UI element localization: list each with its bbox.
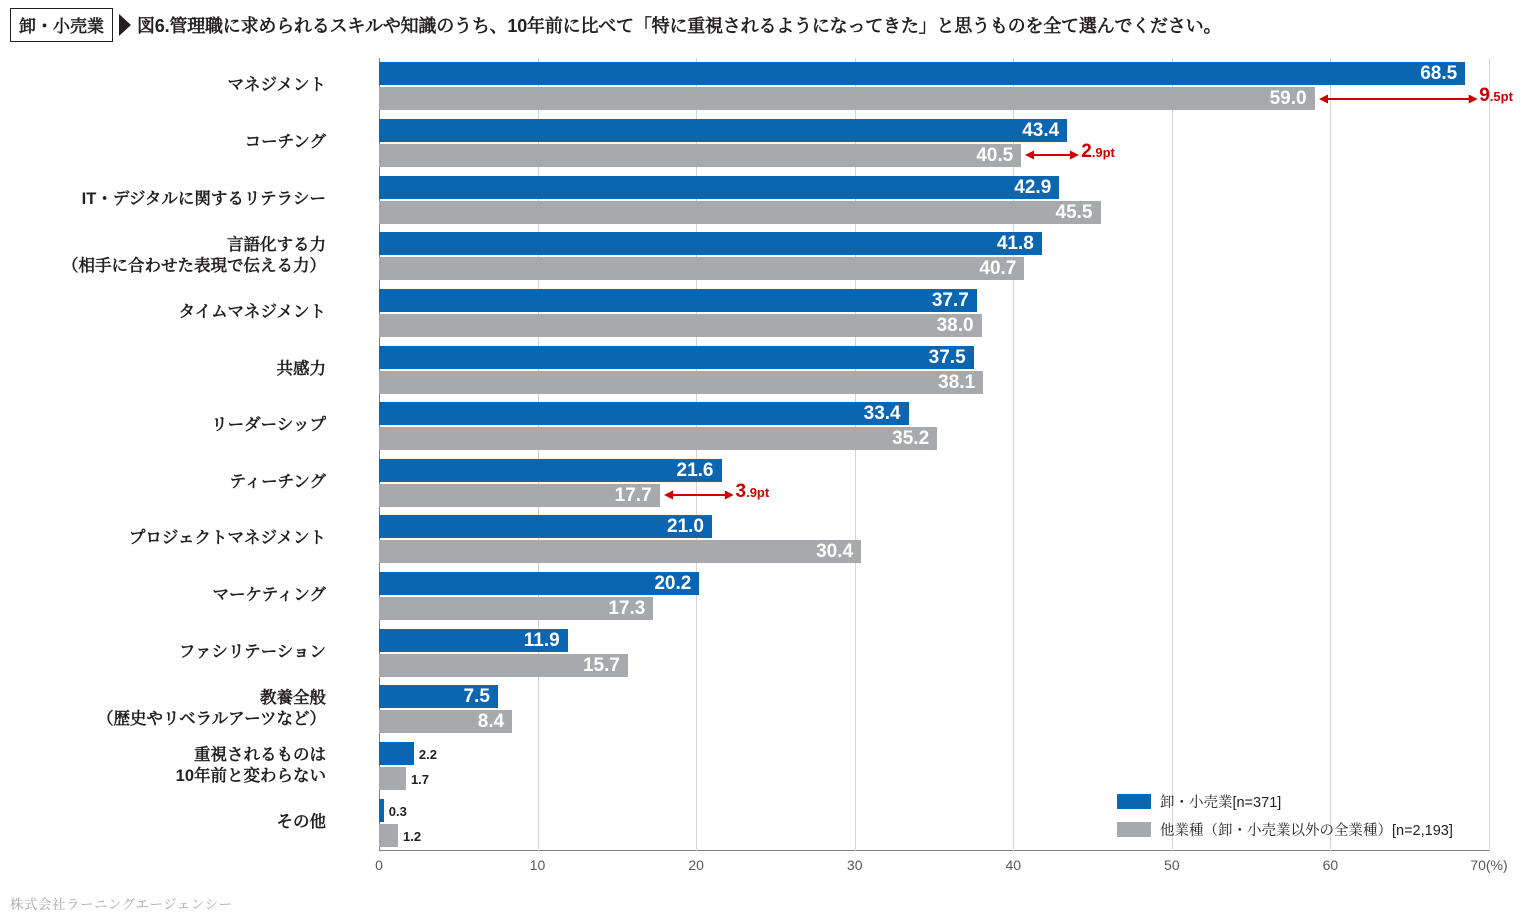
bar-series-1 [379,232,1042,255]
bar-series-2 [379,371,983,394]
bar-chart [0,50,1532,890]
bar-series-2 [379,87,1315,110]
bar-series-2 [379,314,982,337]
source-credit: 株式会社ラーニングエージェンシー [10,897,233,912]
industry-tag: 卸・小売業 [10,8,113,42]
bar-value-label: 1.2 [403,828,422,844]
bar-series-1 [379,459,722,482]
category-label: IT・デジタルに関するリテラシー [81,189,326,208]
category-label: その他 [276,812,326,831]
bar-value-label: 40.7 [979,258,1017,280]
category-label: 言語化する力 （相手に合わせた表現で伝える力） [62,236,326,275]
bar-value-label: 2.2 [418,747,437,763]
category-label: コーチング [244,132,326,151]
bar-value-label: 68.5 [1420,63,1458,85]
chart-row [175,738,1489,795]
chart-row [178,285,1489,342]
bar-series-1 [379,346,974,369]
bar-value-label: 21.0 [667,516,704,538]
bar-value-label: 35.2 [892,428,930,450]
chart-header [0,8,1532,42]
category-label: 教養全般 （歴史やリベラルアーツなど） [96,689,326,728]
chart-row [128,511,1489,568]
bar-value-label: 37.5 [928,346,966,368]
bar-series-1 [379,515,712,538]
difference-arrow-icon [664,488,734,502]
difference-label: 3.9pt [735,481,770,503]
bar-value-label: 45.5 [1055,201,1093,223]
bar-value-label: 20.2 [654,573,692,595]
x-axis-tick-label: 40 [1005,857,1022,873]
category-label: ティーチング [229,472,326,491]
legend-item [1117,791,1453,812]
bar-value-label: 42.9 [1014,176,1052,198]
bar-value-label: 7.5 [463,686,490,708]
chart-row [212,568,1489,625]
chart-row [244,115,1489,172]
category-label: ファシリテーション [178,642,326,661]
chart-row [276,341,1489,398]
bar-value-label: 21.6 [676,459,714,481]
bar-series-1 [379,799,384,822]
category-label: 重視されるものは 10年前と変わらない [175,746,326,785]
category-label: 共感力 [276,359,326,378]
chart-row [229,455,1489,512]
bar-series-2 [379,427,937,450]
x-axis-tick-label: 50 [1164,857,1180,873]
bar-series-1 [379,119,1067,142]
chart-row [96,681,1489,738]
x-axis-tick-label: 60 [1322,857,1339,873]
bar-value-label: 30.4 [816,541,854,563]
bar-value-label: 8.4 [477,711,505,733]
chart-row [178,624,1489,681]
bar-series-1 [379,289,977,312]
chart-legend [1117,791,1453,847]
arrow-icon [119,14,131,36]
bar-series-2 [379,767,406,790]
legend-label: 他業種（卸・小売業以外の全業種）[n=2,193] [1160,823,1453,839]
bar-value-label: 40.5 [976,144,1014,166]
bar-value-label: 41.8 [996,233,1034,255]
bar-series-1 [379,742,414,765]
difference-arrow-icon [1319,92,1478,106]
bar-value-label: 43.4 [1022,119,1060,141]
bar-series-1 [379,572,699,595]
legend-swatch [1117,822,1151,837]
difference-arrow-icon [1025,148,1079,162]
bar-series-2 [379,257,1024,280]
bar-value-label: 38.0 [936,314,974,336]
bar-value-label: 37.7 [931,289,969,311]
bar-value-label: 17.3 [608,598,646,620]
category-label: マネジメント [227,76,326,95]
bar-series-2 [379,144,1021,167]
bar-value-label: 38.1 [938,371,976,393]
gridline [1489,58,1490,851]
x-axis-tick-label: 0 [375,857,383,873]
bar-value-label: 15.7 [582,654,620,676]
legend-swatch [1117,794,1151,809]
x-axis-tick-label: 10 [529,857,546,873]
bar-value-label: 0.3 [388,803,407,819]
chart-row [227,58,1489,115]
bar-series-1 [379,176,1059,199]
chart-row [211,398,1489,455]
bar-series-2 [379,201,1101,224]
category-label: プロジェクトマネジメント [128,529,326,548]
chart-row [62,228,1489,285]
bar-series-2 [379,540,861,563]
legend-label: 卸・小売業[n=371] [1160,795,1282,811]
plot-area [62,58,1513,873]
difference-label: 2.9pt [1081,141,1115,163]
bar-value-label: 17.7 [614,484,652,506]
chart-row [81,171,1489,228]
bar-value-label: 1.7 [410,772,430,788]
x-axis-tick-label: 20 [688,857,704,873]
legend-item [1117,819,1453,840]
bar-value-label: 33.4 [863,403,901,425]
category-label: タイムマネジメント [178,302,326,321]
page-title: 図6.管理職に求められるスキルや知識のうち、10年前に比べて「特に重視されるようになってきた」と思うものを全て選んでください。 [137,16,1222,36]
category-label: マーケティング [212,586,326,605]
bar-series-1 [379,62,1465,85]
bar-series-1 [379,402,909,425]
bar-value-label: 11.9 [523,629,560,651]
category-label: リーダーシップ [211,416,326,435]
x-axis-tick-label: 70(%) [1470,857,1508,873]
bar-series-2 [379,824,398,847]
x-axis-tick-label: 30 [846,857,863,873]
difference-label: 9.5pt [1479,84,1513,106]
bar-value-label: 59.0 [1269,88,1307,110]
